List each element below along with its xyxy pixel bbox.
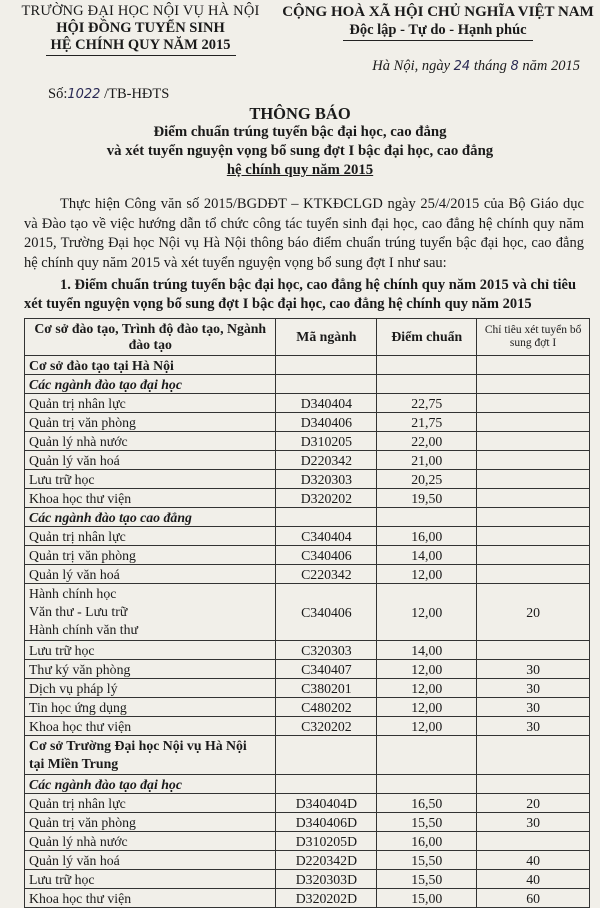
program-quota: 30 — [477, 698, 590, 717]
program-name: Khoa học thư viện — [25, 717, 276, 736]
program-score: 22,75 — [377, 394, 477, 413]
program-code: D320202 — [276, 489, 377, 508]
campus-mientrung — [25, 736, 276, 775]
group-row — [25, 508, 590, 527]
campus-row — [25, 736, 590, 775]
program-name: Tin học ứng dụng — [25, 698, 276, 717]
program-score: 21,75 — [377, 413, 477, 432]
program-quota — [477, 546, 590, 565]
table-row — [25, 698, 590, 717]
program-quota: 30 — [477, 813, 590, 832]
program-code: D220342 — [276, 451, 377, 470]
program-name: Lưu trữ học — [25, 470, 276, 489]
program-code: D310205 — [276, 432, 377, 451]
program-quota — [477, 413, 590, 432]
program-name: Thư ký văn phòng — [25, 660, 276, 679]
campus-mientrung-line2: tại Miền Trung — [29, 756, 119, 771]
table-row — [25, 527, 590, 546]
merged-score: 12,00 — [377, 584, 477, 641]
header-score: Điểm chuẩn — [377, 319, 477, 356]
program-quota — [477, 832, 590, 851]
header-code: Mã ngành — [276, 319, 377, 356]
document-subtitle-2: và xét tuyển nguyện vọng bổ sung đợt I bậc đại học, cao đẳng — [106, 143, 494, 159]
group-dh-mientrung: Các ngành đào tạo đại học — [25, 775, 276, 794]
table-row-merged — [25, 584, 590, 641]
program-score: 14,00 — [377, 546, 477, 565]
program-year: HỆ CHÍNH QUY NĂM 2015 — [50, 37, 231, 53]
program-name: Lưu trữ học — [25, 870, 276, 889]
campus-mientrung-line1: Cơ sở Trường Đại học Nội vụ Hà Nội — [29, 738, 247, 753]
program-name: Quản lý nhà nước — [25, 432, 276, 451]
program-score: 12,00 — [377, 679, 477, 698]
program-code: C220342 — [276, 565, 377, 584]
program-name: Quản lý nhà nước — [25, 832, 276, 851]
table-row — [25, 794, 590, 813]
document-title: THÔNG BÁO — [249, 104, 351, 123]
program-quota: 30 — [477, 717, 590, 736]
program-quota: 30 — [477, 679, 590, 698]
program-quota — [477, 394, 590, 413]
program-code: D310205D — [276, 832, 377, 851]
program-score: 15,00 — [377, 889, 477, 908]
program-name: Khoa học thư viện — [25, 489, 276, 508]
table-row — [25, 641, 590, 660]
table-row — [25, 432, 590, 451]
table-row — [25, 870, 590, 889]
national-title: CỘNG HOÀ XÃ HỘI CHỦ NGHĨA VIỆT NAM — [282, 4, 594, 20]
national-header — [282, 3, 594, 41]
table-row — [25, 394, 590, 413]
group-row — [25, 375, 590, 394]
program-score: 20,25 — [377, 470, 477, 489]
program-quota — [477, 451, 590, 470]
issue-date: Hà Nội, ngày 24 tháng 8 năm 2015 — [372, 58, 580, 74]
program-quota: 40 — [477, 870, 590, 889]
document-number: Số:1022 /TB-HĐTS — [48, 86, 170, 102]
table-row — [25, 832, 590, 851]
program-score: 15,50 — [377, 851, 477, 870]
program-name: Lưu trữ học — [25, 641, 276, 660]
merged-name-3: Hành chính văn thư — [29, 622, 139, 637]
program-code: D340404D — [276, 794, 377, 813]
program-quota — [477, 527, 590, 546]
program-score: 21,00 — [377, 451, 477, 470]
group-dh-hanoi: Các ngành đào tạo đại học — [25, 375, 276, 394]
program-score: 16,00 — [377, 527, 477, 546]
merged-quota: 20 — [477, 584, 590, 641]
header-left-divider — [46, 55, 236, 56]
table-row — [25, 717, 590, 736]
program-score: 15,50 — [377, 870, 477, 889]
table-row — [25, 451, 590, 470]
group-cd-hanoi: Các ngành đào tạo cao đẳng — [25, 508, 276, 527]
date-month: 8 — [510, 59, 519, 74]
program-score: 14,00 — [377, 641, 477, 660]
table-row — [25, 413, 590, 432]
program-code: C340404 — [276, 527, 377, 546]
document-number-value: 1022 — [67, 87, 101, 102]
merged-program-names — [25, 584, 276, 641]
date-day: 24 — [453, 59, 471, 74]
table-row — [25, 889, 590, 908]
program-code: C320303 — [276, 641, 377, 660]
section-1-heading: 1. Điểm chuẩn trúng tuyển bậc đại học, cao đẳng hệ chính quy năm 2015 và chỉ tiêu xét tuyển nguyện vọng bổ sung đợt I bậc đại học, cao đẳng hệ chính quy năm 2015 — [24, 277, 577, 312]
program-quota — [477, 470, 590, 489]
program-quota — [477, 432, 590, 451]
program-quota: 40 — [477, 851, 590, 870]
table-row — [25, 489, 590, 508]
national-motto: Độc lập - Tự do - Hạnh phúc — [349, 22, 527, 38]
merged-code: C340406 — [276, 584, 377, 641]
program-score: 22,00 — [377, 432, 477, 451]
university-name: TRƯỜNG ĐẠI HỌC NỘI VỤ HÀ NỘI — [21, 3, 260, 19]
program-code: C480202 — [276, 698, 377, 717]
council-name: HỘI ĐỒNG TUYỂN SINH — [56, 20, 225, 36]
program-name: Khoa học thư viện — [25, 889, 276, 908]
table-row — [25, 679, 590, 698]
program-quota — [477, 489, 590, 508]
program-code: D340404 — [276, 394, 377, 413]
header-right-divider — [343, 40, 533, 41]
group-row — [25, 775, 590, 794]
program-score: 12,00 — [377, 660, 477, 679]
header-program: Cơ sở đào tạo, Trình độ đào tạo, Ngành đào tạo — [25, 319, 276, 356]
program-code: C320202 — [276, 717, 377, 736]
program-name: Quản lý văn hoá — [25, 565, 276, 584]
admission-score-table — [24, 318, 590, 908]
issuer-header — [18, 3, 263, 56]
program-quota — [477, 641, 590, 660]
table-row — [25, 470, 590, 489]
program-code: D340406 — [276, 413, 377, 432]
program-code: C380201 — [276, 679, 377, 698]
program-code: D320303D — [276, 870, 377, 889]
program-name: Quản trị văn phòng — [25, 546, 276, 565]
merged-name-1: Hành chính học — [29, 586, 117, 601]
program-code: D220342D — [276, 851, 377, 870]
document-subtitle-3: hệ chính quy năm 2015 — [226, 162, 374, 178]
program-code: D320202D — [276, 889, 377, 908]
table-row — [25, 546, 590, 565]
intro-paragraph: Thực hiện Công văn số 2015/BGDĐT – KTKĐCLGD ngày 25/4/2015 của Bộ Giáo dục và Đào tạo về việc hướng dẫn tổ chức công tác tuyển sinh đại học, cao đẳng hệ chính quy năm 2015, Trường Đại học Nội vụ Hà Nội thông báo điểm chuẩn trúng tuyển bậc đại học, cao đẳng hệ chính quy năm 2015 và xét tuyển nguyện vọng bổ sung đợt I như sau: — [24, 196, 584, 271]
program-quota: 20 — [477, 794, 590, 813]
table-header-row — [25, 319, 590, 356]
program-score: 16,50 — [377, 794, 477, 813]
program-score: 19,50 — [377, 489, 477, 508]
campus-hanoi: Cơ sở đào tạo tại Hà Nội — [25, 356, 276, 375]
program-name: Quản trị nhân lực — [25, 794, 276, 813]
program-code: D340406D — [276, 813, 377, 832]
campus-row — [25, 356, 590, 375]
table-row — [25, 813, 590, 832]
program-name: Quản lý văn hoá — [25, 851, 276, 870]
program-code: C340407 — [276, 660, 377, 679]
program-code: D320303 — [276, 470, 377, 489]
program-name: Quản trị văn phòng — [25, 413, 276, 432]
document-subtitle-1: Điểm chuẩn trúng tuyển bậc đại học, cao đẳng — [153, 124, 447, 140]
table-row — [25, 660, 590, 679]
program-score: 12,00 — [377, 717, 477, 736]
program-name: Dịch vụ pháp lý — [25, 679, 276, 698]
table-row — [25, 565, 590, 584]
program-score: 16,00 — [377, 832, 477, 851]
program-score: 12,00 — [377, 698, 477, 717]
program-quota — [477, 565, 590, 584]
merged-name-2: Văn thư - Lưu trữ — [29, 604, 128, 619]
program-name: Quản lý văn hoá — [25, 451, 276, 470]
program-score: 15,50 — [377, 813, 477, 832]
program-quota: 60 — [477, 889, 590, 908]
program-name: Quản trị văn phòng — [25, 813, 276, 832]
program-name: Quản trị nhân lực — [25, 394, 276, 413]
program-name: Quản trị nhân lực — [25, 527, 276, 546]
header-quota: Chỉ tiêu xét tuyển bổ sung đợt I — [477, 319, 590, 356]
table-row — [25, 851, 590, 870]
program-code: C340406 — [276, 546, 377, 565]
program-score: 12,00 — [377, 565, 477, 584]
program-quota: 30 — [477, 660, 590, 679]
